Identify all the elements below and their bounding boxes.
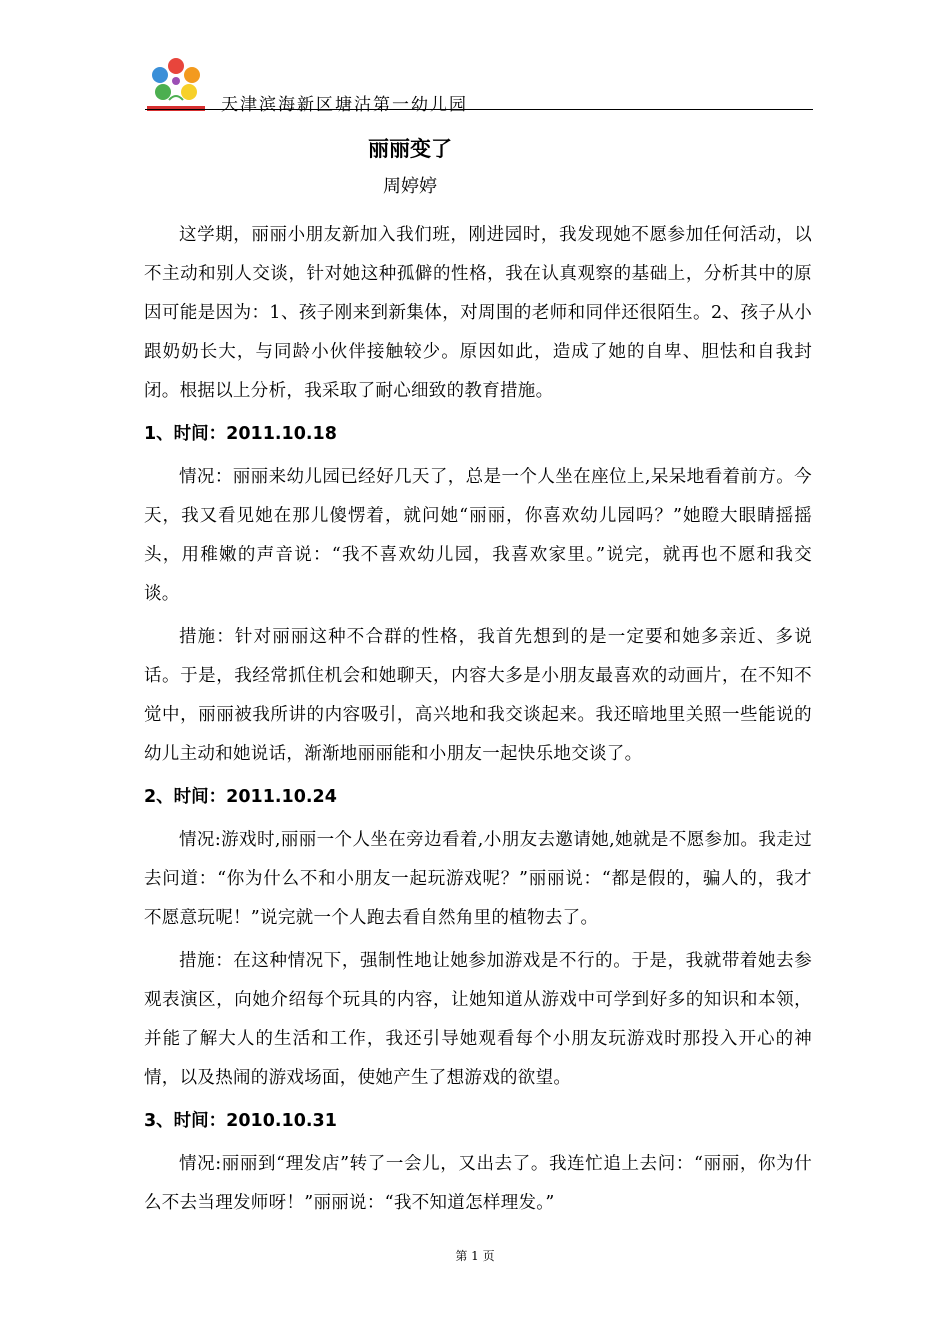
intro-paragraph: 这学期，丽丽小朋友新加入我们班，刚进园时，我发现她不愿参加任何活动，以不主动和别人交谈，针对她这种孤僻的性格，我在认真观察的基础上，分析其中的原因可能是因为：1、孩子刚来到新集体，对周围的老师和同伴还很陌生。2、孩子从小跟奶奶长大，与同龄小伙伴接触较少。原因如此，造成了她的自卑、胆怯和自我封闭。根据以上分析，我采取了耐心细致的教育措施。 (144, 225, 812, 401)
school-name: 天津滨海新区塘沽第一幼儿园 (221, 95, 468, 115)
measure-paragraph: 措施：在这种情况下，强制性地让她参加游戏是不行的。于是，我就带着她去参观表演区，向她介绍每个玩具的内容，让她知道从游戏中可学到好多的知识和本领，并能了解大人的生活和工作，我还引导她观看每个小朋友玩游戏时那投入开心的神情，以及热闹的游戏场面，使她产生了想游戏的欲望。 (144, 951, 812, 1088)
document-author: 周婷婷 (383, 176, 437, 197)
kindergarten-logo-icon (145, 56, 207, 114)
section-heading: 3、时间：2010.10.31 (144, 1111, 337, 1131)
situation-paragraph: 情况:游戏时,丽丽一个人坐在旁边看着,小朋友去邀请她,她就是不愿参加。我走过去问道：“你为什么不和小朋友一起玩游戏呢？”丽丽说：“都是假的，骗人的，我才不愿意玩呢！”说完就一个人跑去看自然角里的植物去了。 (144, 830, 812, 928)
header-divider (145, 109, 813, 110)
measure-paragraph: 措施：针对丽丽这种不合群的性格，我首先想到的是一定要和她多亲近、多说话。于是，我经常抓住机会和她聊天，内容大多是小朋友最喜欢的动画片，在不知不觉中，丽丽被我所讲的内容吸引，高兴地和我交谈起来。我还暗地里关照一些能说的幼儿主动和她说话，渐渐地丽丽能和小朋友一起快乐地交谈了。 (144, 627, 812, 764)
page-number: 第 1 页 (455, 1249, 495, 1263)
situation-paragraph: 情况:丽丽到“理发店”转了一会儿，又出去了。我连忙追上去问：“丽丽，你为什么不去当理发师呀！”丽丽说：“我不知道怎样理发。” (144, 1154, 812, 1213)
document-body (144, 216, 812, 1227)
section-heading: 1、时间：2011.10.18 (144, 424, 337, 444)
page-header (145, 56, 813, 115)
section-heading: 2、时间：2011.10.24 (144, 787, 337, 807)
situation-paragraph: 情况：丽丽来幼儿园已经好几天了，总是一个人坐在座位上,呆呆地看着前方。今天，我又看见她在那儿傻愣着，就问她“丽丽，你喜欢幼儿园吗？”她瞪大眼睛摇摇头，用稚嫩的声音说：“我不喜欢幼儿园，我喜欢家里。”说完，就再也不愿和我交谈。 (144, 467, 812, 604)
document-title: 丽丽变了 (368, 137, 452, 161)
